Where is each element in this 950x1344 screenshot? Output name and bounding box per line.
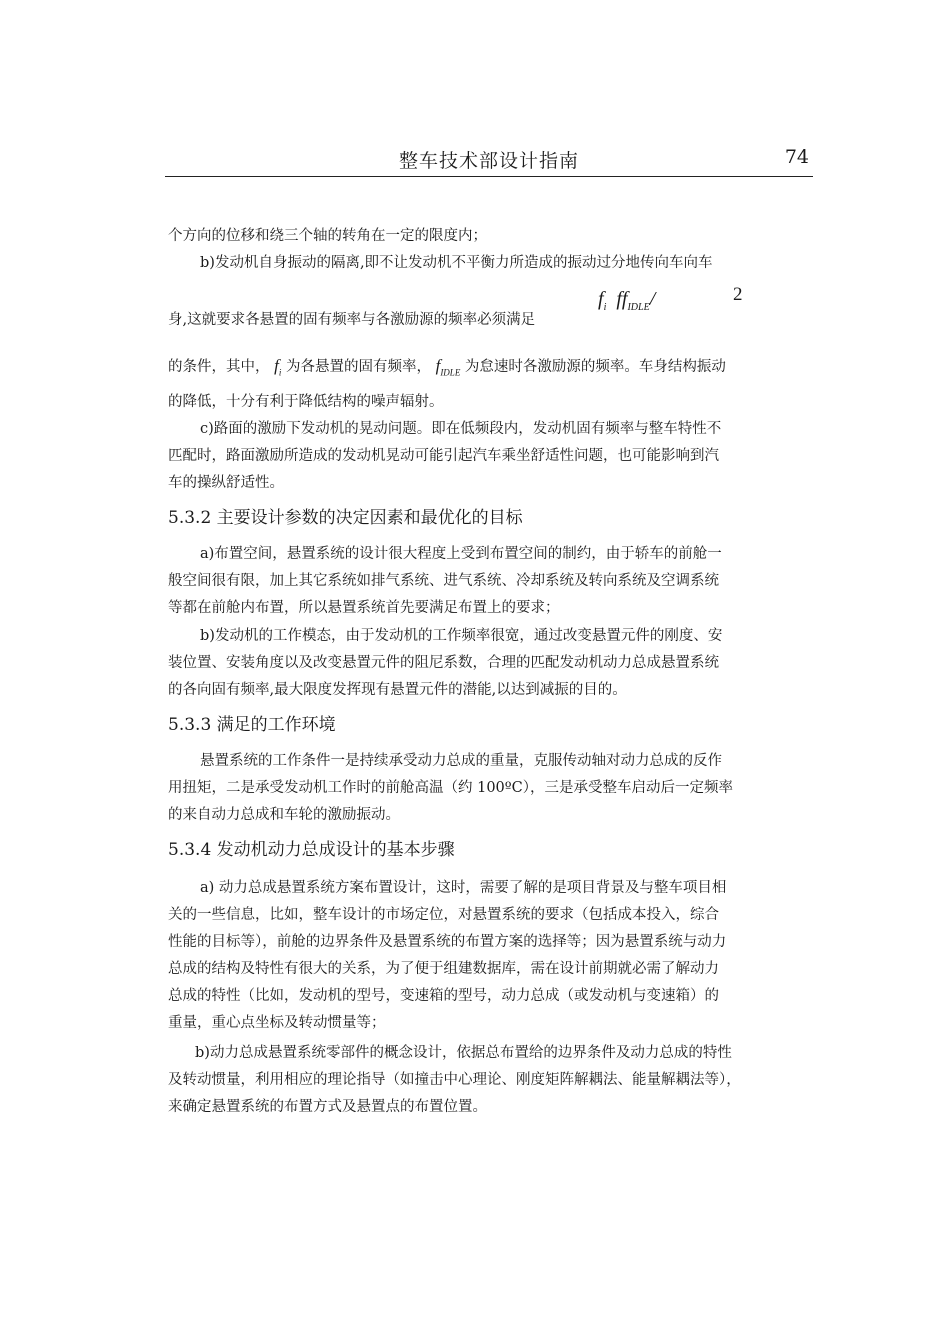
formula-f: f — [598, 288, 604, 310]
text-line: 悬置系统的工作条件一是持续承受动力总成的重量，克服传动轴对动力总成的反作 — [200, 753, 722, 769]
header-rule — [165, 176, 813, 177]
text-line: 的降低，十分有利于降低结构的噪声辐射。 — [168, 394, 444, 410]
math-f: f — [274, 356, 279, 375]
text-line-with-math — [168, 356, 726, 382]
page-number: 74 — [784, 146, 809, 168]
text-line: 关的一些信息，比如，整车设计的市场定位，对悬置系统的要求（包括成本投入，综合 — [168, 907, 719, 923]
formula-number: 2 — [733, 284, 743, 305]
header-title: 整车技术部设计指南 — [398, 150, 579, 172]
text-line: 性能的目标等），前舱的边界条件及悬置系统的布置方案的选择等；因为悬置系统与动力 — [168, 934, 727, 950]
section-heading-5-3-3: 5.3.3 满足的工作环境 — [168, 715, 336, 735]
formula-slash: / — [649, 288, 656, 310]
text-line: 匹配时，路面激励所造成的发动机晃动可能引起汽车乘坐舒适性问题，也可能影响到汽 — [168, 448, 719, 464]
math-f: f — [435, 356, 441, 375]
frequency-formula — [598, 288, 655, 316]
text-segment: 为各悬置的固有频率， — [285, 359, 431, 375]
text-line: 个方向的位移和绕三个轴的转角在一定的限度内； — [168, 228, 487, 244]
formula-sub-idle: IDLE — [627, 302, 650, 313]
text-line: a)布置空间，悬置系统的设计很大程度上受到布置空间的制约，由于轿车的前舱一 — [200, 546, 722, 562]
section-heading-5-3-4: 5.3.4 发动机动力总成设计的基本步骤 — [168, 840, 455, 860]
text-line: 及转动惯量，利用相应的理论指导（如撞击中心理论、刚度矩阵解耦法、能量解耦法等）， — [168, 1072, 741, 1088]
text-segment: 的条件，其中， — [168, 359, 270, 375]
math-sub: i — [278, 367, 282, 378]
text-line: 总成的特性（比如，发动机的型号，变速箱的型号，动力总成（或发动机与变速箱）的 — [168, 988, 719, 1004]
text-line: 装位置、安装角度以及改变悬置元件的阻尼系数，合理的匹配发动机动力总成悬置系统 — [168, 655, 719, 671]
text-line: 的来自动力总成和车轮的激励振动。 — [168, 807, 400, 823]
math-sub: IDLE — [440, 367, 461, 378]
formula-ff: ff — [616, 288, 628, 310]
page-header — [165, 146, 813, 176]
inline-fi — [274, 356, 282, 378]
text-line: 的各向固有频率,最大限度发挥现有悬置元件的潜能,以达到减振的目的。 — [168, 682, 627, 698]
text-line: 等都在前舱内布置，所以悬置系统首先要满足布置上的要求； — [168, 600, 560, 616]
formula-sub-i: i — [603, 302, 607, 313]
text-line: 车的操纵舒适性。 — [168, 475, 284, 491]
inline-fidle — [435, 356, 461, 378]
text-line: 重量，重心点坐标及转动惯量等； — [168, 1015, 386, 1031]
text-line: a) 动力总成悬置系统方案布置设计，这时，需要了解的是项目背景及与整车项目相 — [200, 880, 727, 896]
section-heading-5-3-2: 5.3.2 主要设计参数的决定因素和最优化的目标 — [168, 508, 523, 528]
text-line: c)路面的激励下发动机的晃动问题。即在低频段内，发动机固有频率与整车特性不 — [200, 421, 722, 437]
text-line: 用扭矩，二是承受发动机工作时的前舱高温（约 100ºC），三是承受整车启动后一定频率 — [168, 780, 733, 796]
text-line: 来确定悬置系统的布置方式及悬置点的布置位置。 — [168, 1099, 487, 1115]
text-line: b)发动机自身振动的隔离,即不让发动机不平衡力所造成的振动过分地传向车向车 — [200, 255, 713, 271]
text-line: b)发动机的工作模态，由于发动机的工作频率很宽，通过改变悬置元件的刚度、安 — [200, 628, 723, 644]
text-line: 身,这就要求各悬置的固有频率与各激励源的频率必须满足 — [168, 312, 536, 328]
text-line: b)动力总成悬置系统零部件的概念设计，依据总布置给的边界条件及动力总成的特性 — [195, 1045, 732, 1061]
text-line: 总成的结构及特性有很大的关系，为了便于组建数据库，需在设计前期就必需了解动力 — [168, 961, 719, 977]
text-line: 般空间很有限，加上其它系统如排气系统、进气系统、冷却系统及转向系统及空调系统 — [168, 573, 719, 589]
text-segment: 为怠速时各激励源的频率。车身结构振动 — [464, 359, 726, 375]
